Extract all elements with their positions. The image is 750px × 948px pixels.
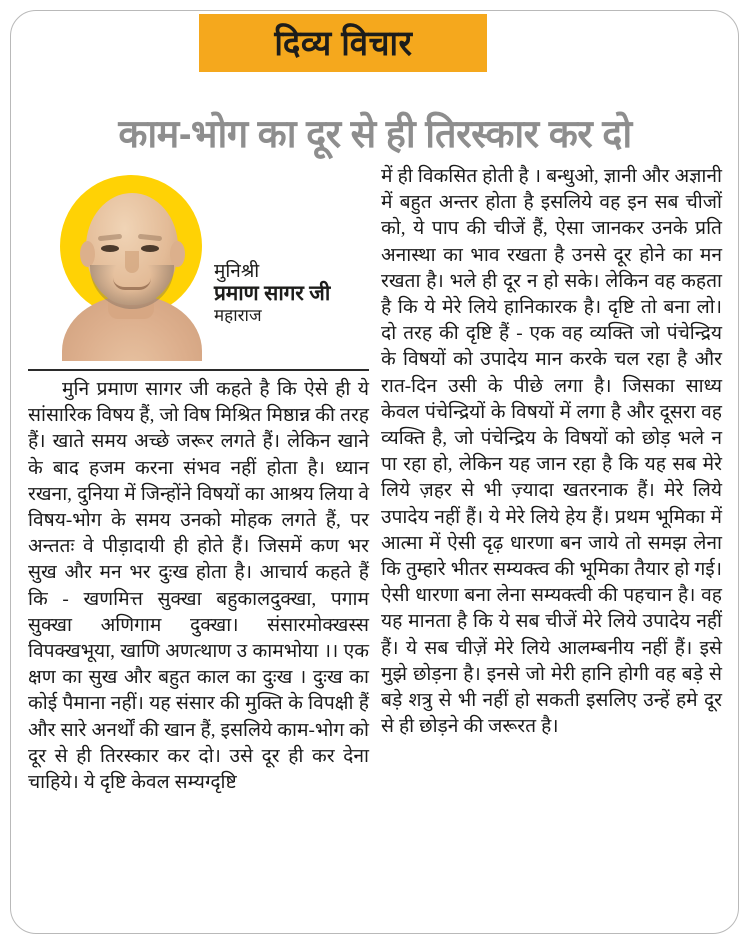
article-paragraph-left: मुनि प्रमाण सागर जी कहते है कि ऐसे ही ये सांसारिक विषय हैं, जो विष मिश्रित मिष्ठान्न की तरह हैं। खाते समय अच्छे जरूर लगते हैं। लेकिन खाने के बाद हजम करना संभव नहीं होता है। ध्यान रखना, दुनिया में जिन्होंने विषयों का आश्रय लिया वे विषय-भोग के समय उनको मोहक लगते हैं, पर अन्ततः वे पीड़ादायी ही होते हैं। जिसमें कण भर सुख और मन भर दुःख होता है। आचार्य कहते हैं कि - खणमित्त सुक्खा बहुकालदुक्खा, पगाम सुक्खा अणिगाम दुक्खा। संसारमोक्खस्स विपक्खभूया, खाणि अणत्थाण उ कामभोया ।। एक क्षण का सुख और बहुत काल का दुःख । दुःख का कोई पैमाना नहीं। यह संसार की मुक्ति के विपक्षी हैं और सारे अनर्थों की खान हैं, इसलिये काम-भोग को दूर से ही तिरस्कार कर दो। उसे दूर ही कर देना चाहिये। ये दृष्टि केवल सम्यग्दृष्टि [28,379,369,794]
figure-eye-right [141,245,159,252]
author-suffix: महाराज [214,305,262,325]
section-banner [199,14,487,72]
article-headline: काम-भोग का दूर से ही तिरस्कार कर दो [118,113,632,157]
banner-row [0,14,750,72]
section-title: दिव्य विचार [274,23,412,63]
article-body [28,163,722,923]
author-caption [214,261,369,325]
author-prefix: मुनिश्री [214,261,260,282]
figure-mouth [113,278,151,290]
figure-ear-right [170,241,185,267]
article-column-right [381,163,722,923]
article-paragraph-right: में ही विकसित होती है । बन्धुओ, ज्ञानी और अज्ञानी में बहुत अन्तर होता है इसलिये वह इन सब चीजों को, ये पाप की चीजें हैं, ऐसा जानकर उनके प्रति अनास्था का भाव रखता है उनसे दूर होने का मन रखता है। भले ही दूर न हो सके। लेकिन वह कहता है कि ये मेरे लिये हानिकारक है। दृष्टि तो बना लो। दो तरह की दृष्टि हैं - एक वह व्यक्ति जो पंचेन्द्रिय के विषयों को उपादेय मान करके चल रहा है और रात-दिन उसी के पीछे लगा है। जिसका साध्य केवल पंचेन्द्रियों के विषयों में लगा है और दूसरा वह व्यक्ति है, जो पंचेन्द्रिय के विषयों को छोड़ भले न पा रहा हो, लेकिन यह जान रहा है कि यह सब मेरे लिये ज़हर से भी ज़्यादा खतरनाक हैं। मेरे लिये उपादेय नहीं हैं। ये मेरे लिये हेय हैं। प्रथम भूमिका में आत्मा में ऐसी दृढ़ धारणा बन जाये तो समझ लेना कि तुम्हारे भीतर सम्यक्त्व की भूमिका तैयार हो गई। ऐसी धारणा बना लेना सम्यक्त्वी की पहचान है। वह यह मानता है कि ये सब चीजें मेरे लिये उपादेय नहीं हैं। ये सब चीज़ें मेरे लिये आलम्बनीय नहीं हैं। इसे मुझे छोड़ना है। इनसे जो मेरी हानि होगी वह बड़े से बड़े शत्रु से भी नहीं हो सकती इसलिए उन्हें हमे दूर से ही छोड़ने की जरूरत है। [381,166,722,738]
author-name: प्रमाण सागर जी [214,282,331,306]
figure-ear-left [80,241,95,267]
column-divider-rule [28,369,369,371]
figure-eye-left [101,245,119,252]
author-photo-block [28,163,369,365]
article-column-left [28,163,369,923]
author-photo [56,183,208,361]
